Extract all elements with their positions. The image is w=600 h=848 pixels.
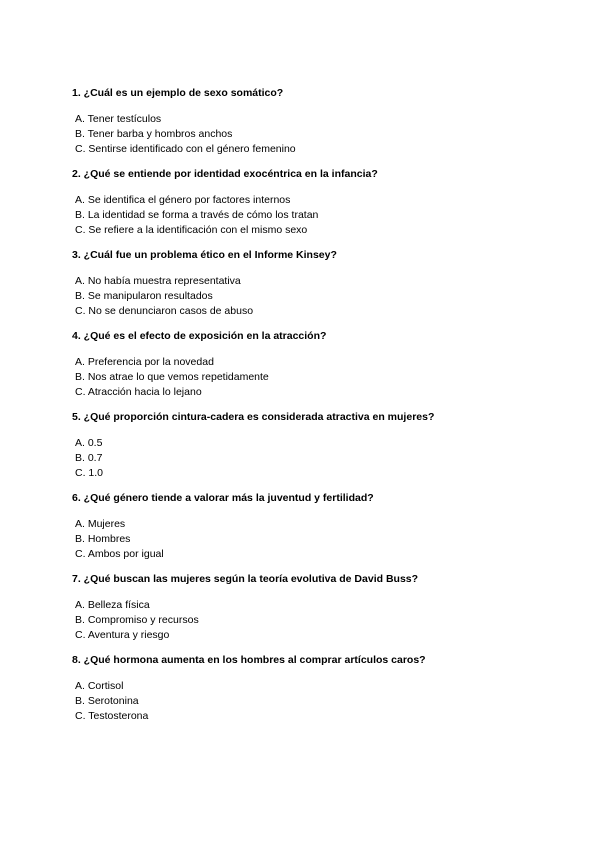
option-a: A. Preferencia por la novedad [75, 356, 214, 368]
option-c: C. Testosterona [75, 710, 149, 722]
option-c: C. Atracción hacia lo lejano [75, 386, 202, 398]
options-list [72, 193, 552, 238]
option-c: C. No se denunciaron casos de abuso [75, 305, 254, 317]
question-4 [72, 329, 552, 400]
options-list [72, 436, 552, 481]
option-b: B. Hombres [75, 533, 131, 545]
option-a: A. Tener testículos [75, 113, 162, 125]
quiz-page [72, 86, 552, 734]
options-list [72, 598, 552, 643]
question-2 [72, 167, 552, 238]
question-title: 8. ¿Qué hormona aumenta en los hombres al comprar artículos caros? [72, 654, 426, 666]
option-b: B. Compromiso y recursos [75, 614, 199, 626]
option-b: B. Se manipularon resultados [75, 290, 213, 302]
option-c: C. 1.0 [75, 467, 104, 479]
options-list [72, 517, 552, 562]
question-title: 2. ¿Qué se entiende por identidad exocéntrica en la infancia? [72, 168, 378, 180]
question-1 [72, 86, 552, 157]
question-title: 5. ¿Qué proporción cintura-cadera es considerada atractiva en mujeres? [72, 411, 435, 423]
question-title: 3. ¿Cuál fue un problema ético en el Informe Kinsey? [72, 249, 337, 261]
question-3 [72, 248, 552, 319]
question-title: 4. ¿Qué es el efecto de exposición en la atracción? [72, 330, 327, 342]
question-5 [72, 410, 552, 481]
option-c: C. Sentirse identificado con el género femenino [75, 143, 296, 155]
question-8 [72, 653, 552, 724]
options-list [72, 679, 552, 724]
options-list [72, 274, 552, 319]
option-a: A. 0.5 [75, 437, 103, 449]
question-title: 7. ¿Qué buscan las mujeres según la teoría evolutiva de David Buss? [72, 573, 419, 585]
option-a: A. Mujeres [75, 518, 126, 530]
option-a: A. Se identifica el género por factores internos [75, 194, 291, 206]
option-b: B. 0.7 [75, 452, 103, 464]
option-b: B. Tener barba y hombros anchos [75, 128, 233, 140]
option-c: C. Ambos por igual [75, 548, 164, 560]
option-b: B. La identidad se forma a través de cómo los tratan [75, 209, 319, 221]
option-c: C. Aventura y riesgo [75, 629, 170, 641]
question-title: 1. ¿Cuál es un ejemplo de sexo somático? [72, 87, 284, 99]
question-6 [72, 491, 552, 562]
option-c: C. Se refiere a la identificación con el mismo sexo [75, 224, 308, 236]
option-a: A. Belleza física [75, 599, 150, 611]
option-b: B. Nos atrae lo que vemos repetidamente [75, 371, 269, 383]
question-title: 6. ¿Qué género tiende a valorar más la juventud y fertilidad? [72, 492, 374, 504]
options-list [72, 355, 552, 400]
options-list [72, 112, 552, 157]
question-7 [72, 572, 552, 643]
option-b: B. Serotonina [75, 695, 139, 707]
option-a: A. No había muestra representativa [75, 275, 241, 287]
option-a: A. Cortisol [75, 680, 124, 692]
